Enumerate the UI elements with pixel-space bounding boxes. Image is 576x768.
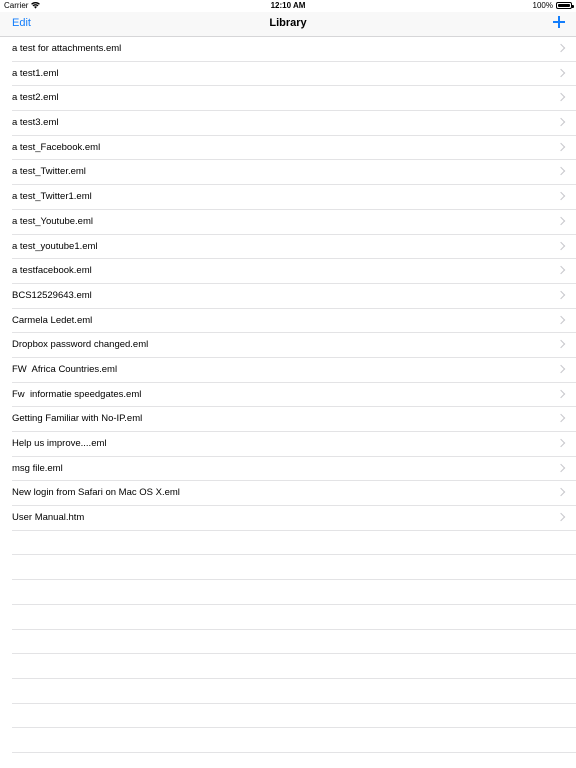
list-item-label: a test_youtube1.eml bbox=[12, 240, 98, 252]
list-item[interactable] bbox=[12, 210, 576, 235]
list-item[interactable] bbox=[12, 136, 576, 161]
navigation-bar bbox=[0, 12, 576, 37]
list-item[interactable] bbox=[12, 333, 576, 358]
list-item-label: a test1.eml bbox=[12, 67, 59, 79]
list-item-label: Getting Familiar with No-IP.eml bbox=[12, 413, 143, 425]
plus-icon[interactable] bbox=[552, 15, 566, 29]
list-item[interactable] bbox=[12, 432, 576, 457]
empty-row bbox=[12, 654, 576, 679]
chevron-right-icon bbox=[557, 118, 565, 126]
list-item-label: Dropbox password changed.eml bbox=[12, 339, 149, 351]
list-item-label: Carmela Ledet.eml bbox=[12, 314, 93, 326]
battery-group bbox=[533, 1, 572, 10]
list-item[interactable] bbox=[12, 86, 576, 111]
list-item[interactable] bbox=[12, 259, 576, 284]
chevron-right-icon bbox=[557, 93, 565, 101]
list-item[interactable] bbox=[12, 457, 576, 482]
chevron-right-icon bbox=[557, 513, 565, 521]
list-item[interactable] bbox=[12, 37, 576, 62]
chevron-right-icon bbox=[557, 488, 565, 496]
chevron-right-icon bbox=[557, 414, 565, 422]
list-item-label: a test_Youtube.eml bbox=[12, 215, 93, 227]
list-item-label: a testfacebook.eml bbox=[12, 265, 92, 277]
chevron-right-icon bbox=[557, 167, 565, 175]
list-item-label: msg file.eml bbox=[12, 462, 63, 474]
chevron-right-icon bbox=[557, 192, 565, 200]
chevron-right-icon bbox=[557, 266, 565, 274]
empty-row bbox=[12, 580, 576, 605]
status-time: 12:10 AM bbox=[270, 1, 306, 10]
list-item[interactable] bbox=[12, 309, 576, 334]
battery-percent: 100% bbox=[532, 1, 553, 10]
chevron-right-icon bbox=[557, 217, 565, 225]
empty-row bbox=[12, 605, 576, 630]
list-item-label: User Manual.htm bbox=[12, 512, 85, 524]
list-item[interactable] bbox=[12, 62, 576, 87]
list-item-label: Fw informatie speedgates.eml bbox=[12, 388, 142, 400]
list-item[interactable] bbox=[12, 407, 576, 432]
chevron-right-icon bbox=[557, 389, 565, 397]
list-item-label: a test_Facebook.eml bbox=[12, 141, 101, 153]
list-item-label: a test_Twitter1.eml bbox=[12, 191, 92, 203]
library-list bbox=[0, 37, 576, 753]
empty-row bbox=[12, 630, 576, 655]
list-item[interactable] bbox=[12, 506, 576, 531]
list-item-label: a test for attachments.eml bbox=[12, 43, 122, 54]
list-item-label: New login from Safari on Mac OS X.eml bbox=[12, 487, 180, 499]
chevron-right-icon bbox=[557, 315, 565, 323]
empty-row bbox=[12, 555, 576, 580]
list-item[interactable] bbox=[12, 111, 576, 136]
list-item-label: a test3.eml bbox=[12, 117, 59, 129]
carrier-label: Carrier bbox=[4, 1, 29, 10]
battery-icon bbox=[556, 2, 572, 9]
chevron-right-icon bbox=[557, 44, 565, 52]
list-item[interactable] bbox=[12, 383, 576, 408]
chevron-right-icon bbox=[557, 365, 565, 373]
empty-row bbox=[12, 531, 576, 556]
list-item[interactable] bbox=[12, 235, 576, 260]
chevron-right-icon bbox=[557, 68, 565, 76]
list-item[interactable] bbox=[12, 160, 576, 185]
page-title: Library bbox=[269, 17, 307, 29]
chevron-right-icon bbox=[557, 291, 565, 299]
chevron-right-icon bbox=[557, 439, 565, 447]
chevron-right-icon bbox=[557, 241, 565, 249]
empty-row bbox=[12, 679, 576, 704]
list-item-label: a test_Twitter.eml bbox=[12, 166, 86, 178]
empty-row bbox=[12, 728, 576, 753]
list-item[interactable] bbox=[12, 358, 576, 383]
edit-button[interactable]: Edit bbox=[12, 17, 31, 29]
list-item[interactable] bbox=[12, 481, 576, 506]
list-item-label: FW Africa Countries.eml bbox=[12, 363, 118, 375]
chevron-right-icon bbox=[557, 340, 565, 348]
list-item[interactable] bbox=[12, 185, 576, 210]
chevron-right-icon bbox=[557, 463, 565, 471]
list-item-label: Help us improve....eml bbox=[12, 438, 107, 449]
empty-row bbox=[12, 704, 576, 729]
list-item-label: a test2.eml bbox=[12, 92, 59, 104]
chevron-right-icon bbox=[557, 143, 565, 151]
status-bar bbox=[0, 0, 576, 12]
list-item[interactable] bbox=[12, 284, 576, 309]
list-item-label: BCS12529643.eml bbox=[12, 289, 92, 301]
